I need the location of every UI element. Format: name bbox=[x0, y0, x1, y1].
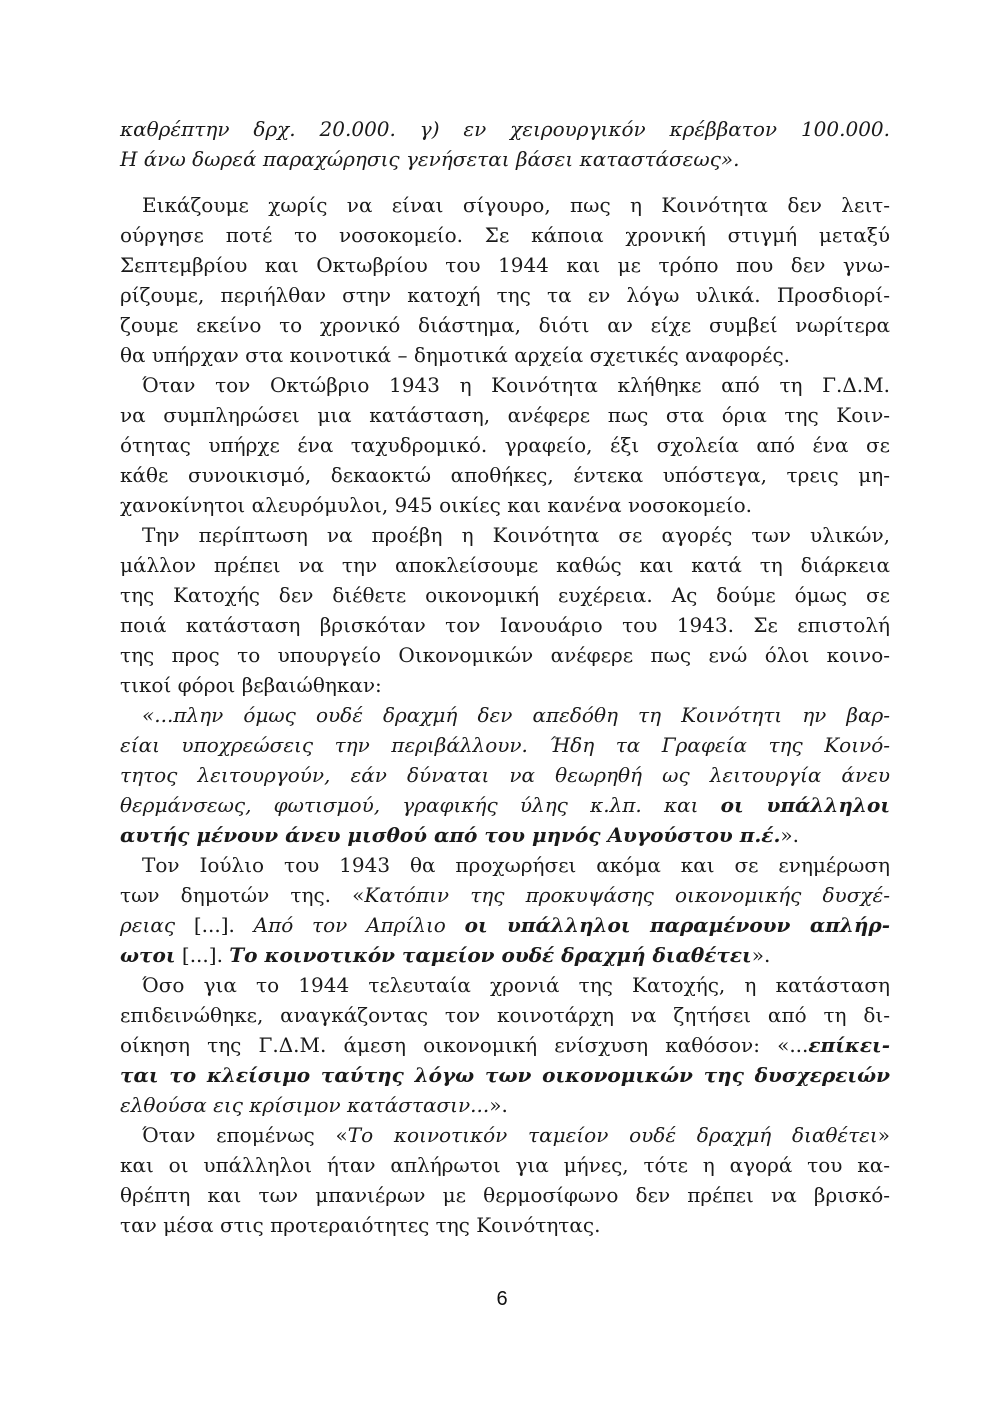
text-line bbox=[120, 970, 890, 1000]
text-run: ». bbox=[751, 943, 771, 967]
paragraph bbox=[120, 520, 890, 700]
paragraph bbox=[120, 850, 890, 970]
text-line bbox=[120, 850, 890, 880]
text-line bbox=[120, 580, 890, 610]
text-line bbox=[120, 1210, 890, 1240]
paragraph bbox=[120, 370, 890, 520]
text-line bbox=[120, 640, 890, 670]
text-run: οι υπάλληλοι bbox=[720, 793, 890, 817]
text-run: [...]. bbox=[175, 913, 254, 937]
text-run: αυτής μένουν άνευ μισθού από του μηνός Αυγούστου π.έ. bbox=[120, 823, 781, 847]
text-line bbox=[120, 280, 890, 310]
text-line bbox=[120, 880, 890, 910]
text-line bbox=[120, 700, 890, 730]
text-line bbox=[120, 820, 890, 850]
text-run: των δημοτών της. « bbox=[120, 883, 365, 907]
paragraph bbox=[120, 114, 890, 174]
text-run: να συμπληρώσει μια κατάσταση, ανέφερε πως στα όρια της Κοιν- bbox=[120, 403, 890, 427]
text-run: ούργησε ποτέ το νοσοκομείο. Σε κάποια χρονική στιγμή μεταξύ bbox=[120, 223, 890, 247]
text-line bbox=[120, 1150, 890, 1180]
text-run: θρέπτη και των μπανιέρων με θερμοσίφωνο δεν πρέπει να βρισκό- bbox=[120, 1183, 890, 1207]
paragraph bbox=[120, 970, 890, 1120]
text-line bbox=[120, 220, 890, 250]
text-run: Κατόπιν της προκυψάσης οικονομικής δυσχέ- bbox=[364, 883, 890, 907]
text-line bbox=[120, 1060, 890, 1090]
text-line bbox=[120, 1000, 890, 1030]
text-line bbox=[120, 144, 890, 174]
text-run: Εικάζουμε χωρίς να είναι σίγουρο, πως η Κοινότητα δεν λειτ- bbox=[142, 193, 890, 217]
text-run: ». bbox=[780, 823, 800, 847]
text-run: ότητας υπήρχε ένα ταχυδρομικό. γραφείο, έξι σχολεία από ένα σε bbox=[120, 433, 890, 457]
text-line bbox=[120, 1180, 890, 1210]
text-run: χανοκίνητοι αλευρόμυλοι, 945 οικίες και κανένα νοσοκομείο. bbox=[120, 493, 753, 517]
text-line bbox=[120, 490, 890, 520]
text-run: ελθούσα εις κρίσιμον κατάστασιν... bbox=[120, 1093, 490, 1117]
text-line bbox=[120, 670, 890, 700]
text-run: ρίζουμε, περιήλθαν στην κατοχή της τα εν λόγω υλικά. Προσδιορί- bbox=[120, 283, 890, 307]
text-line bbox=[120, 310, 890, 340]
text-run: θερμάνσεως, φωτισμού, γραφικής ύλης κ.λπ. και bbox=[120, 793, 721, 817]
text-run: ωτοι bbox=[120, 943, 176, 967]
text-line bbox=[120, 790, 890, 820]
text-line bbox=[120, 460, 890, 490]
paragraph bbox=[120, 190, 890, 370]
text-line bbox=[120, 1090, 890, 1120]
text-run: ρειας bbox=[120, 913, 176, 937]
text-run: Όταν επομένως « bbox=[142, 1123, 348, 1147]
text-line bbox=[120, 730, 890, 760]
text-run: Η άνω δωρεά παραχώρησις γενήσεται βάσει καταστάσεως». bbox=[120, 147, 740, 171]
text-run: της προς το υπουργείο Οικονομικών ανέφερε πως ενώ όλοι κοινο- bbox=[120, 643, 890, 667]
text-run: ζουμε εκείνο το χρονικό διάστημα, διότι αν είχε συμβεί νωρίτερα bbox=[120, 313, 890, 337]
text-line bbox=[120, 1030, 890, 1060]
text-line bbox=[120, 340, 890, 370]
text-run: Το κοινοτικόν ταμείον ουδέ δραχμή διαθέτει bbox=[347, 1123, 878, 1147]
text-run: ταν μέσα στις προτεραιότητες της Κοινότητας. bbox=[120, 1213, 601, 1237]
text-run: ποιά κατάσταση βρισκόταν τον Ιανουάριο του 1943. Σε επιστολή bbox=[120, 613, 890, 637]
text-line bbox=[120, 760, 890, 790]
text-run: κάθε συνοικισμό, δεκαοκτώ αποθήκες, έντεκα υπόστεγα, τρεις μη- bbox=[120, 463, 890, 487]
text-line bbox=[120, 430, 890, 460]
text-run: Σεπτεμβρίου και Οκτωβρίου του 1944 και με τρόπο που δεν γνω- bbox=[120, 253, 890, 277]
text-run: επίκει- bbox=[808, 1033, 890, 1057]
text-run: της Κατοχής δεν διέθετε οικονομική ευχέρεια. Ας δούμε όμως σε bbox=[120, 583, 890, 607]
document-body bbox=[120, 114, 890, 1240]
text-run: μάλλον πρέπει να την αποκλείσουμε καθώς και κατά τη διάρκεια bbox=[120, 553, 890, 577]
text-line bbox=[120, 550, 890, 580]
text-run: «...πλην όμως ουδέ δραχμή δεν απεδόθη τη Κοινότητι ην βαρ- bbox=[142, 703, 890, 727]
text-run: Όταν τον Οκτώβριο 1943 η Κοινότητα κλήθηκε από τη Γ.Δ.Μ. bbox=[142, 373, 890, 397]
text-run: Τον Ιούλιο του 1943 θα προχωρήσει ακόμα και σε ενημέρωση bbox=[142, 853, 890, 877]
text-run: Την περίπτωση να προέβη η Κοινότητα σε αγορές των υλικών, bbox=[142, 523, 890, 547]
text-run: θα υπήρχαν στα κοινοτικά – δημοτικά αρχεία σχετικές αναφορές. bbox=[120, 343, 791, 367]
text-line bbox=[120, 610, 890, 640]
text-line bbox=[120, 400, 890, 430]
text-run: επιδεινώθηκε, αναγκάζοντας τον κοινοτάρχη να ζητήσει από τη δι- bbox=[120, 1003, 890, 1027]
text-run: Από τον Απρίλιο bbox=[253, 913, 465, 937]
text-run: είαι υποχρεώσεις την περιβάλλουν. Ήδη τα Γραφεία της Κοινό- bbox=[120, 733, 890, 757]
text-run: [...]. bbox=[175, 943, 230, 967]
text-run: ». bbox=[489, 1093, 508, 1117]
text-line bbox=[120, 910, 890, 940]
paragraph bbox=[120, 1120, 890, 1240]
text-run: » bbox=[877, 1123, 890, 1147]
text-run: καθρέπτην δρχ. 20.000. γ) εν χειρουργικόν κρέββατον 100.000. bbox=[120, 117, 890, 141]
text-run: ται το κλείσιμο ταύτης λόγω των οικονομικών της δυσχερειών bbox=[120, 1063, 890, 1087]
text-run: οι υπάλληλοι παραμένουν απλήρ- bbox=[464, 913, 891, 937]
text-run: Το κοινοτικόν ταμείον ουδέ δραχμή διαθέτει bbox=[229, 943, 752, 967]
text-line bbox=[120, 190, 890, 220]
text-line bbox=[120, 370, 890, 400]
text-line bbox=[120, 520, 890, 550]
page-number: 6 bbox=[496, 1288, 508, 1310]
text-line bbox=[120, 250, 890, 280]
paragraph bbox=[120, 700, 890, 850]
text-run: τικοί φόροι βεβαιώθηκαν: bbox=[120, 673, 382, 697]
text-line bbox=[120, 940, 890, 970]
text-run: τητος λειτουργούν, εάν δύναται να θεωρηθή ως λειτουργία άνευ bbox=[120, 763, 890, 787]
text-line bbox=[120, 114, 890, 144]
text-run: Όσο για το 1944 τελευταία χρονιά της Κατοχής, η κατάσταση bbox=[142, 973, 890, 997]
text-run: και οι υπάλληλοι ήταν απλήρωτοι για μήνες, τότε η αγορά του κα- bbox=[120, 1153, 890, 1177]
text-line bbox=[120, 1120, 890, 1150]
text-run: οίκηση της Γ.Δ.Μ. άμεση οικονομική ενίσχυση καθόσον: «... bbox=[120, 1033, 809, 1057]
